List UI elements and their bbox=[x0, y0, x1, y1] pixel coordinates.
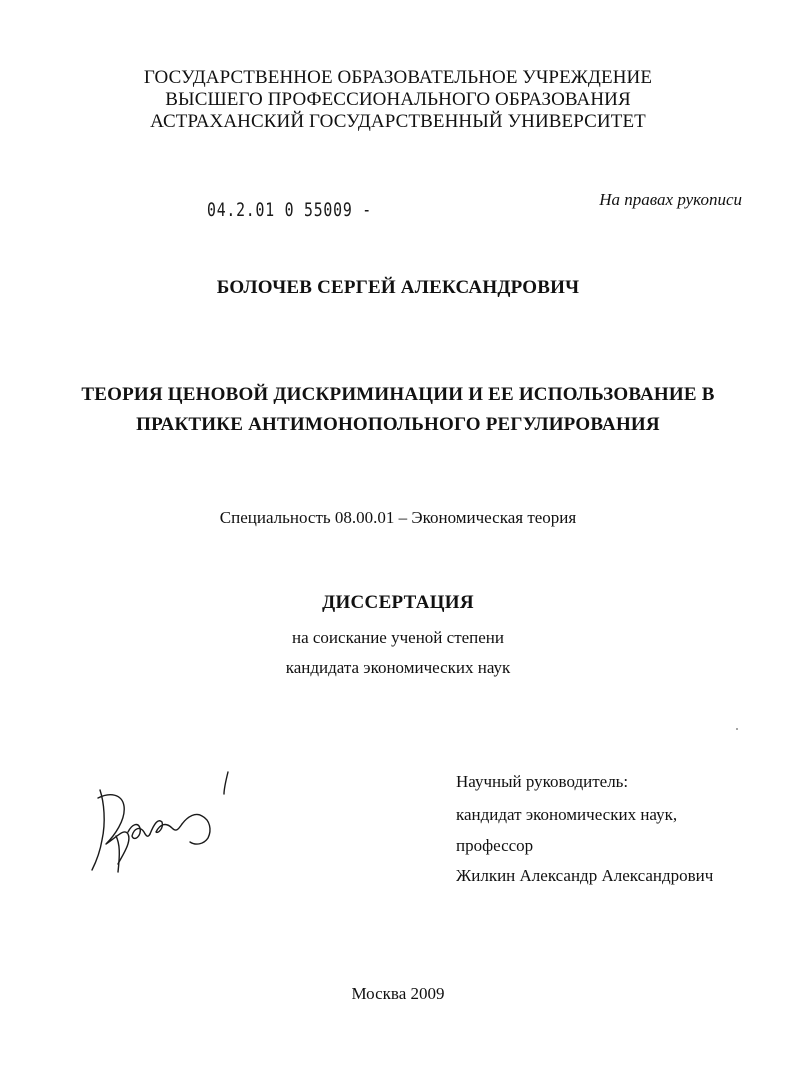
advisor-line-2: кандидат экономических наук, bbox=[456, 805, 678, 824]
dissertation-label: ДИССЕРТАЦИЯ bbox=[322, 592, 474, 613]
advisor-line-4: Жилкин Александр Александрович bbox=[456, 866, 714, 885]
registration-code: 04.2.01 0 55009 - bbox=[207, 199, 372, 221]
paper-speck bbox=[736, 728, 738, 730]
degree-line-1: на соискание ученой степени bbox=[291, 628, 505, 647]
degree-line-2: кандидата экономических наук bbox=[285, 658, 511, 677]
signature-icon bbox=[88, 762, 248, 882]
title-line-2: ПРАКТИКЕ АНТИМОНОПОЛЬНОГО РЕГУЛИРОВАНИЯ bbox=[136, 414, 660, 435]
rights-note: На правах рукописи bbox=[599, 190, 742, 209]
advisor-line-3: профессор bbox=[456, 836, 534, 855]
institution-line-3: АСТРАХАНСКИЙ ГОСУДАРСТВЕННЫЙ УНИВЕРСИТЕТ bbox=[150, 111, 646, 132]
institution-line-1: ГОСУДАРСТВЕННОЕ ОБРАЗОВАТЕЛЬНОЕ УЧРЕЖДЕНИЕ bbox=[143, 67, 653, 88]
author-name: БОЛОЧЕВ СЕРГЕЙ АЛЕКСАНДРОВИЧ bbox=[216, 277, 580, 298]
city-year: Москва 2009 bbox=[351, 984, 445, 1003]
institution-line-2: ВЫСШЕГО ПРОФЕССИОНАЛЬНОГО ОБРАЗОВАНИЯ bbox=[165, 89, 631, 110]
advisor-line-1: Научный руководитель: bbox=[456, 772, 629, 791]
specialty: Специальность 08.00.01 – Экономическая теория bbox=[219, 508, 577, 527]
title-line-1: ТЕОРИЯ ЦЕНОВОЙ ДИСКРИМИНАЦИИ И ЕЕ ИСПОЛЬЗОВАНИЕ В bbox=[81, 384, 715, 405]
